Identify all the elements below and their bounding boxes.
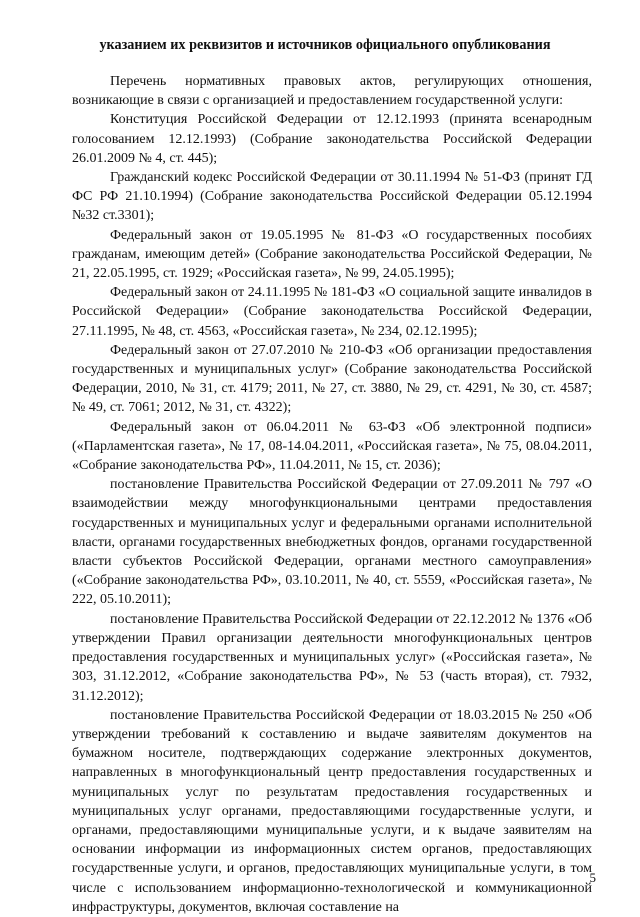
paragraph-intro: Перечень нормативных правовых актов, регулирующих отношения, возникающие в связи с организацией и предоставлением государственной услуги: bbox=[72, 74, 592, 109]
paragraph-resolution-250: постановление Правительства Российской Федерации от 18.03.2015 № 250 «Об утверждении требований к составлению и выдаче заявителям документов на бумажном носителе, подтверждающих содержание электронных документов, направленных в многофункциональный центр предоставления государственных и муниципальных услуг по результатам предоставления государственных и муниципальных услуг органами, предоставляющими государственные услуги, и органами, предоставляющими муниципальные услуги, и к выдаче заявителям на основании информации из информационных систем органов, предоставляющих государственные услуги, и органов, предоставляющих муниципальные услуги, в том числе с использованием информационно-технологической и коммуникационной инфраструктуры, документов, включая составление на bbox=[72, 707, 592, 915]
paragraph-law-81: Федеральный закон от 19.05.1995 № 81-ФЗ «О государственных пособиях гражданам, имеющим детей» (Собрание законодательства Российской Федерации, № 21, 22.05.1995, ст. 1929; «Российская газета», № 99, 24.05.1995); bbox=[72, 227, 592, 282]
paragraph-law-181: Федеральный закон от 24.11.1995 № 181-ФЗ «О социальной защите инвалидов в Российской Федерации» (Собрание законодательства Российской Федерации, 27.11.1995, № 48, ст. 4563, «Российская газета», № 234, 02.12.1995); bbox=[72, 285, 592, 339]
paragraph-constitution: Конституция Российской Федерации от 12.12.1993 (принята всенародным голосованием 12.12.1993) (Собрание законодательства Российской Федерации 26.01.2009 № 4, ст. 445); bbox=[72, 112, 592, 166]
document-body bbox=[72, 72, 592, 917]
section-heading: указанием их реквизитов и источников официального опубликования bbox=[99, 37, 551, 53]
paragraph-resolution-1376: постановление Правительства Российской Федерации от 22.12.2012 № 1376 «Об утверждении Правил организации деятельности многофункциональных центров предоставления государственных и муниципальных услуг» («Российская газета», № 303, 31.12.2012, «Собрание законодательства РФ», № 53 (часть вторая), ст. 7932, 31.12.2012); bbox=[72, 611, 592, 704]
page-number: 5 bbox=[589, 870, 596, 885]
paragraph-law-210: Федеральный закон от 27.07.2010 № 210-ФЗ «Об организации предоставления государственных и муниципальных услуг» (Собрание законодательства Российской Федерации, 2010, № 31, ст. 4179; 2011, № 27, ст. 3880, № 29, ст. 4291, № 30, ст. 4587; № 49, ст. 7061; 2012, № 31, ст. 4322); bbox=[72, 342, 592, 416]
paragraph-law-63: Федеральный закон от 06.04.2011 № 63-ФЗ «Об электронной подписи» («Парламентская газета», № 17, 08-14.04.2011, «Российская газета», № 75, 08.04.2011, «Собрание законодательства РФ», 11.04.2011, № 15, ст. 2036); bbox=[72, 419, 592, 474]
paragraph-resolution-797: постановление Правительства Российской Федерации от 27.09.2011 № 797 «О взаимодействии между многофункциональными центрами предоставления государственных и муниципальных услуг и федеральными органами исполнительной власти, органами государственных внебюджетных фондов, органами государственной власти субъектов Российской Федерации, органами местного самоуправления» («Собрание законодательства РФ», 03.10.2011, № 40, ст. 5559, «Российская газета», № 222, 05.10.2011); bbox=[72, 477, 592, 608]
paragraph-civil-code: Гражданский кодекс Российской Федерации от 30.11.1994 № 51-ФЗ (принят ГД ФС РФ 21.10.1994) (Собрание законодательства Российской Федерации 05.12.1994 №32 ст.3301); bbox=[72, 170, 592, 224]
